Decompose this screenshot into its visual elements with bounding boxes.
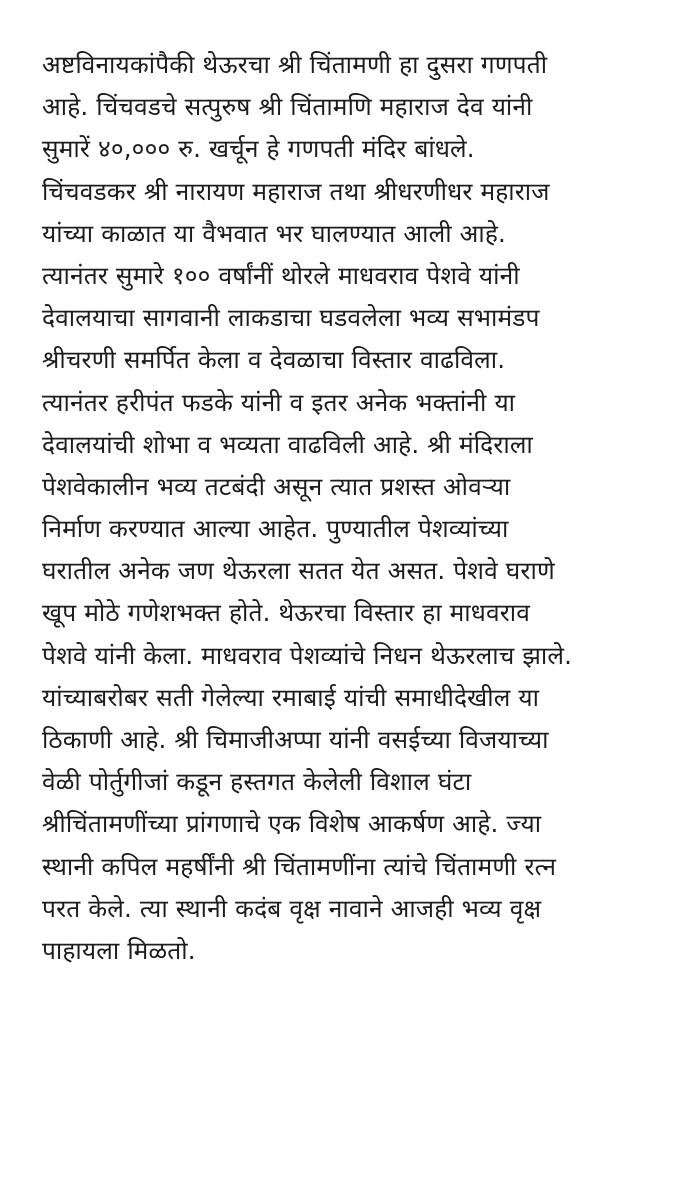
paragraph-line: ठिकाणी आहे. श्री चिमाजीअप्पा यांनी वसईच्या विजयाच्या (42, 725, 549, 754)
paragraph-line: पेशवे यांनी केला. माधवराव पेशव्यांचे निधन थेऊरलाच झाले. (42, 640, 573, 670)
paragraph-line: पेशवेकालीन भव्य तटबंदी असून त्यात प्रशस्त ओवऱ्या (42, 471, 511, 501)
paragraph-line: खूप मोठे गणेशभक्त होते. थेऊरचा विस्तार हा माधवराव (42, 598, 531, 628)
paragraph-line: यांच्याबरोबर सती गेलेल्या रमाबाई यांची समाधीदेखील या (42, 682, 540, 712)
paragraph-line: आहे. चिंचवडचे सत्पुरुष श्री चिंतामणि महाराज देव यांनी (42, 92, 533, 122)
paragraph-line: घरातील अनेक जण थेऊरला सतत येत असत. पेशवे घराणे (42, 556, 555, 586)
paragraph-line: वेळी पोर्तुगीजां कडून हस्तगत केलेली विशाल घंटा (42, 767, 472, 797)
paragraph-line: देवालयाचा सागवानी लाकडाचा घडवलेला भव्य सभामंडप (42, 303, 540, 333)
paragraph-line: परत केले. त्या स्थानी कदंब वृक्ष नावाने आजही भव्य वृक्ष (42, 893, 542, 923)
paragraph-line: देवालयांची शोभा व भव्यता वाढविली आहे. श्री मंदिराला (42, 429, 533, 459)
paragraph-line: पाहायला मिळतो. (42, 935, 196, 965)
paragraph-line: श्रीचरणी समर्पित केला व देवळाचा विस्तार वाढविला. (42, 345, 506, 375)
paragraph-line: सुमारें ४०,००० रु. खर्चून हे गणपती मंदिर बांधले. (42, 134, 475, 164)
paragraph-line: यांच्या काळात या वैभवात भर घालण्यात आली आहे. (42, 218, 506, 248)
paragraph-line: त्यानंतर हरीपंत फडके यांनी व इतर अनेक भक्तांनी या (42, 387, 516, 417)
paragraph-line: त्यानंतर सुमारे १०० वर्षांनीं थोरले माधवराव पेशवे यांनी (42, 260, 520, 290)
paragraph-line: अष्टविनायकांपैकी थेऊरचा श्री चिंतामणी हा दुसरा गणपती (42, 50, 548, 79)
article-paragraph (42, 44, 684, 972)
paragraph-line: श्रीचिंतामणींच्या प्रांगणाचे एक विशेष आकर्षण आहे. ज्या (42, 809, 542, 839)
paragraph-line: निर्माण करण्यात आल्या आहेत. पुण्यातील पेशव्यांच्या (42, 514, 509, 544)
paragraph-line: स्थानी कपिल महर्षींनी श्री चिंतामणींना त्यांचे चिंतामणी रत्न (42, 851, 557, 881)
paragraph-line: चिंचवडकर श्री नारायण महाराज तथा श्रीधरणीधर महाराज (42, 176, 550, 206)
